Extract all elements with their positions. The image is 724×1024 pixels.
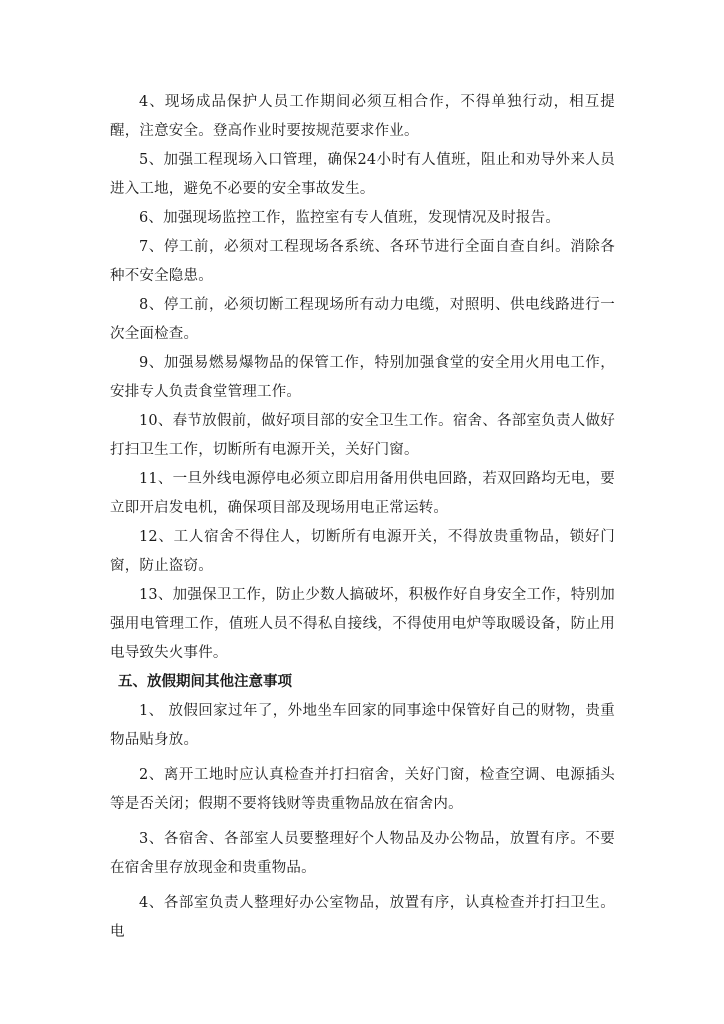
section5-item-1: 1、 放假回家过年了，外地坐车回家的同事途中保管好自己的财物，贵重物品贴身放。	[110, 703, 615, 748]
section5-item-4: 4、各部室负责人整理好办公室物品，放置有序，认真检查并打扫卫生。电	[110, 895, 615, 940]
paragraph-item-9: 9、加强易燃易爆物品的保管工作，特别加强食堂的安全用火用电工作，安排专人负责食堂管理工作。	[110, 355, 615, 400]
section5-item-3: 3、各宿舍、各部室人员要整理好个人物品及办公物品，放置有序。不要在宿舍里存放现金和贵重物品。	[110, 831, 615, 876]
paragraph-item-8: 8、停工前，必须切断工程现场所有动力电缆，对照明、供电线路进行一次全面检查。	[110, 297, 615, 342]
section5-item-2: 2、离开工地时应认真检查并打扫宿舍，关好门窗，检查空调、电源插头等是否关闭；假期不要将钱财等贵重物品放在宿舍内。	[110, 767, 615, 812]
paragraph-item-10: 10、春节放假前，做好项目部的安全卫生工作。宿舍、各部室负责人做好打扫卫生工作，切断所有电源开关，关好门窗。	[110, 413, 615, 458]
paragraph-item-4: 4、现场成品保护人员工作期间必须互相合作，不得单独行动，相互提醒，注意安全。登高作业时要按规范要求作业。	[110, 94, 615, 139]
section-heading: 五、放假期间其他注意事项	[118, 674, 292, 690]
paragraph-item-13: 13、加强保卫工作，防止少数人搞破坏，积极作好自身安全工作，特别加强用电管理工作，值班人员不得私自接线，不得使用电炉等取暖设备，防止用电导致失火事件。	[110, 587, 615, 661]
paragraph-item-11: 11、一旦外线电源停电必须立即启用备用供电回路，若双回路均无电，要立即开启发电机，确保项目部及现场用电正常运转。	[110, 471, 615, 516]
paragraph-item-6: 6、加强现场监控工作，监控室有专人值班，发现情况及时报告。	[139, 210, 561, 226]
paragraph-item-5: 5、加强工程现场入口管理，确保24小时有人值班，阻止和劝导外来人员进入工地，避免不必要的安全事故发生。	[110, 152, 615, 197]
paragraph-item-7: 7、停工前，必须对工程现场各系统、各环节进行全面自查自纠。消除各种不安全隐患。	[110, 239, 615, 284]
paragraph-item-12: 12、工人宿舍不得住人，切断所有电源开关，不得放贵重物品，锁好门窗，防止盗窃。	[110, 529, 615, 574]
document-page	[110, 88, 615, 947]
